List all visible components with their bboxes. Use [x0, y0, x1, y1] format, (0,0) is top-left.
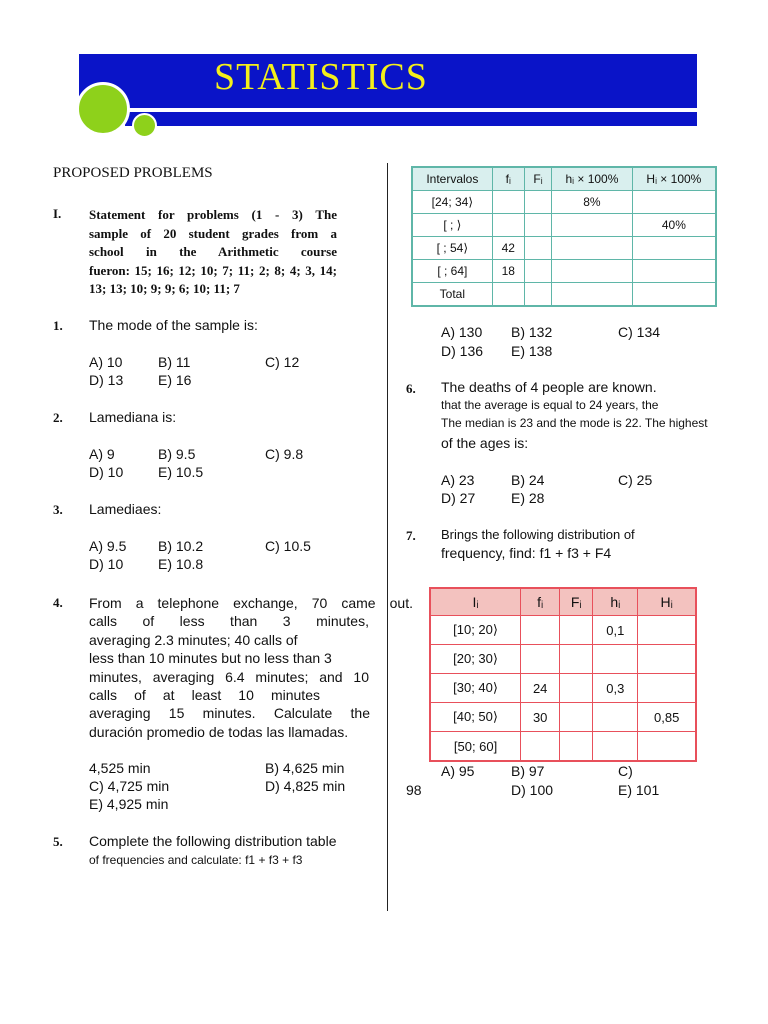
- table-cell: [492, 283, 524, 307]
- question-5-number: 5.: [53, 834, 63, 849]
- question-4-option-d: D) 4,825 min: [265, 778, 346, 794]
- table-cell: Total: [412, 283, 492, 307]
- question-6-option-a: A) 23: [441, 472, 475, 488]
- question-1-option-b: B) 11: [158, 354, 191, 370]
- table-cell: [524, 214, 551, 237]
- question-2-option-b: B) 9.5: [158, 446, 196, 462]
- question-2-option-c: C) 9.8: [265, 446, 304, 462]
- table-row: [430, 732, 696, 762]
- question-7-option-d: D) 100: [511, 782, 554, 798]
- question-6-text-line1: The deaths of 4 people are known.: [441, 379, 657, 395]
- question-6-option-d: D) 27: [441, 490, 476, 506]
- table-row: [412, 260, 716, 283]
- table-cell: 40%: [632, 214, 716, 237]
- question-5-text-line2: of frequencies and calculate: f1 + f3 + f3: [89, 853, 303, 867]
- question-3-option-e: E) 10.8: [158, 556, 204, 572]
- question-5-option-a: A) 130: [441, 324, 483, 340]
- intro-line: 13; 13; 10; 9; 9; 6; 10; 11; 7: [89, 281, 240, 296]
- question-7-text-line1: Brings the following distribution of: [441, 527, 635, 542]
- table-cell: [638, 732, 696, 762]
- question-3-number: 3.: [53, 502, 63, 517]
- question-5-option-c: C) 134: [618, 324, 661, 340]
- question-6-option-c: C) 25: [618, 472, 653, 488]
- table-cell: [50; 60]: [430, 732, 521, 762]
- table-cell: 42: [492, 237, 524, 260]
- question-4-line: duración promedio de todas las llamadas.: [89, 723, 349, 740]
- table-cell: [524, 237, 551, 260]
- table-cell: [593, 703, 638, 732]
- table-cell: [593, 732, 638, 762]
- table-cell: [524, 283, 551, 307]
- question-4-line: minutes, averaging 6.4 minutes; and 10: [89, 668, 369, 685]
- table-cell: 0,85: [638, 703, 696, 732]
- question-5-text-line1: Complete the following distribution table: [89, 833, 337, 849]
- question-2-option-e: E) 10.5: [158, 464, 204, 480]
- table-header-cell: hᵢ × 100%: [552, 167, 633, 191]
- table-cell: [521, 645, 560, 674]
- table-header-cell: Iᵢ: [430, 588, 521, 616]
- intro-number: I.: [53, 206, 62, 221]
- question-7-option-c: C): [618, 763, 633, 779]
- table-row: [430, 616, 696, 645]
- table-cell: [632, 237, 716, 260]
- intro-line: Statement for problems (1 - 3) The: [89, 207, 337, 222]
- question-1-text: The mode of the sample is:: [89, 317, 258, 333]
- table-cell: [492, 214, 524, 237]
- table-row: [412, 191, 716, 214]
- table-cell: [20; 30⟩: [430, 645, 521, 674]
- table-cell: [560, 703, 593, 732]
- question-5-option-e: E) 138: [511, 343, 553, 359]
- question-2-text: Lamediana is:: [89, 409, 177, 425]
- table-cell: [30; 40⟩: [430, 674, 521, 703]
- question-2-number: 2.: [53, 410, 63, 425]
- table-row: [430, 645, 696, 674]
- table-cell: 0,3: [593, 674, 638, 703]
- question-1-number: 1.: [53, 318, 63, 333]
- table-cell: [560, 616, 593, 645]
- table-header-cell: Fᵢ: [524, 167, 551, 191]
- question-5-option-d: D) 136: [441, 343, 484, 359]
- table-cell: 0,1: [593, 616, 638, 645]
- table-cell: [524, 260, 551, 283]
- table-row: [412, 283, 716, 307]
- table-cell: [560, 645, 593, 674]
- decorative-circle-small: [132, 113, 157, 138]
- intro-line: fueron: 15; 16; 12; 10; 7; 11; 2; 8; 4; 3, 14;: [89, 262, 337, 278]
- question-7-text-line2: frequency, find: f1 + f3 + F4: [441, 545, 612, 561]
- table-header-cell: Hᵢ: [638, 588, 696, 616]
- question-4-option-a: 4,525 min: [89, 760, 151, 776]
- table-header-cell: Hᵢ × 100%: [632, 167, 716, 191]
- question-4-option-b: B) 4,625 min: [265, 760, 345, 776]
- question-7-option-c-continued: 98: [406, 782, 422, 798]
- decorative-circle-large: [76, 82, 130, 136]
- table-row: [412, 214, 716, 237]
- question-6-text-line3: The median is 23 and the mode is 22. The highest: [441, 416, 708, 430]
- table-cell: [552, 237, 633, 260]
- question-2-option-a: A) 9: [89, 446, 115, 462]
- question-4-option-c: C) 4,725 min: [89, 778, 170, 794]
- question-3-option-b: B) 10.2: [158, 538, 204, 554]
- table-cell: 8%: [552, 191, 633, 214]
- question-4-text: [89, 594, 413, 741]
- question-1-option-c: C) 12: [265, 354, 300, 370]
- question-6-option-e: E) 28: [511, 490, 545, 506]
- table-cell: [521, 732, 560, 762]
- question-4-line: averaging 2.3 minutes; 40 calls of: [89, 631, 298, 648]
- question-5-option-b: B) 132: [511, 324, 553, 340]
- question-1-option-d: D) 13: [89, 372, 124, 388]
- table-header-cell: hᵢ: [593, 588, 638, 616]
- question-3-option-c: C) 10.5: [265, 538, 311, 554]
- question-4-line: averaging 15 minutes. Calculate the: [89, 705, 370, 722]
- table-cell: [632, 191, 716, 214]
- question-1-option-a: A) 10: [89, 354, 123, 370]
- intro-statement: [89, 206, 337, 299]
- table-cell: 30: [521, 703, 560, 732]
- table-header-row: [430, 588, 696, 616]
- question-3-text: Lamediaes:: [89, 501, 162, 517]
- table-cell: [560, 732, 593, 762]
- question-7-option-b: B) 97: [511, 763, 545, 779]
- question-6-number: 6.: [406, 381, 416, 396]
- table-cell: [521, 616, 560, 645]
- table-cell: [632, 283, 716, 307]
- table-cell: [524, 191, 551, 214]
- title-banner-underline: [125, 112, 697, 126]
- distribution-table-1: [411, 166, 717, 307]
- table-cell: [552, 260, 633, 283]
- table-cell: [ ; 64]: [412, 260, 492, 283]
- table-cell: [ ; ⟩: [412, 214, 492, 237]
- table-row: [412, 237, 716, 260]
- table-cell: 18: [492, 260, 524, 283]
- table-cell: [632, 260, 716, 283]
- question-6-text-line4: of the ages is:: [441, 435, 529, 451]
- intro-line: school in the Arithmetic course: [89, 244, 337, 259]
- question-7-number: 7.: [406, 528, 416, 543]
- table-cell: [638, 616, 696, 645]
- question-7-option-a: A) 95: [441, 763, 475, 779]
- question-6-text-line2: that the average is equal to 24 years, the: [441, 398, 659, 412]
- table-header-cell: Intervalos: [412, 167, 492, 191]
- table-cell: [ ; 54⟩: [412, 237, 492, 260]
- table-cell: 24: [521, 674, 560, 703]
- table-header-cell: fᵢ: [492, 167, 524, 191]
- table-row: [430, 674, 696, 703]
- column-divider: [387, 163, 388, 911]
- question-6-option-b: B) 24: [511, 472, 545, 488]
- table-cell: [560, 674, 593, 703]
- question-4-option-e: E) 4,925 min: [89, 796, 169, 812]
- table-row: [430, 703, 696, 732]
- question-3-option-d: D) 10: [89, 556, 124, 572]
- table-cell: [24; 34⟩: [412, 191, 492, 214]
- table-cell: [552, 283, 633, 307]
- question-4-number: 4.: [53, 595, 63, 610]
- table-cell: [638, 674, 696, 703]
- page-title: STATISTICS: [214, 56, 428, 98]
- question-1-option-e: E) 16: [158, 372, 192, 388]
- table-cell: [40; 50⟩: [430, 703, 521, 732]
- table-header-cell: fᵢ: [521, 588, 560, 616]
- table-header-cell: Fᵢ: [560, 588, 593, 616]
- table-cell: [593, 645, 638, 674]
- question-3-option-a: A) 9.5: [89, 538, 127, 554]
- question-2-option-d: D) 10: [89, 464, 124, 480]
- table-cell: [638, 645, 696, 674]
- table-header-row: [412, 167, 716, 191]
- table-cell: [552, 214, 633, 237]
- question-4-line: less than 10 minutes but no less than 3: [89, 650, 332, 667]
- distribution-table-2: [429, 587, 697, 762]
- question-4-line: calls of less than 3 minutes,: [89, 613, 369, 630]
- table-cell: [492, 191, 524, 214]
- intro-line: sample of 20 student grades from a: [89, 225, 337, 241]
- question-7-option-e: E) 101: [618, 782, 660, 798]
- question-4-line: From a telephone exchange, 70 came out.: [89, 595, 413, 611]
- question-4-line: calls of at least 10 minutes: [89, 687, 320, 704]
- table-cell: [10; 20⟩: [430, 616, 521, 645]
- section-heading: PROPOSED PROBLEMS: [53, 165, 213, 181]
